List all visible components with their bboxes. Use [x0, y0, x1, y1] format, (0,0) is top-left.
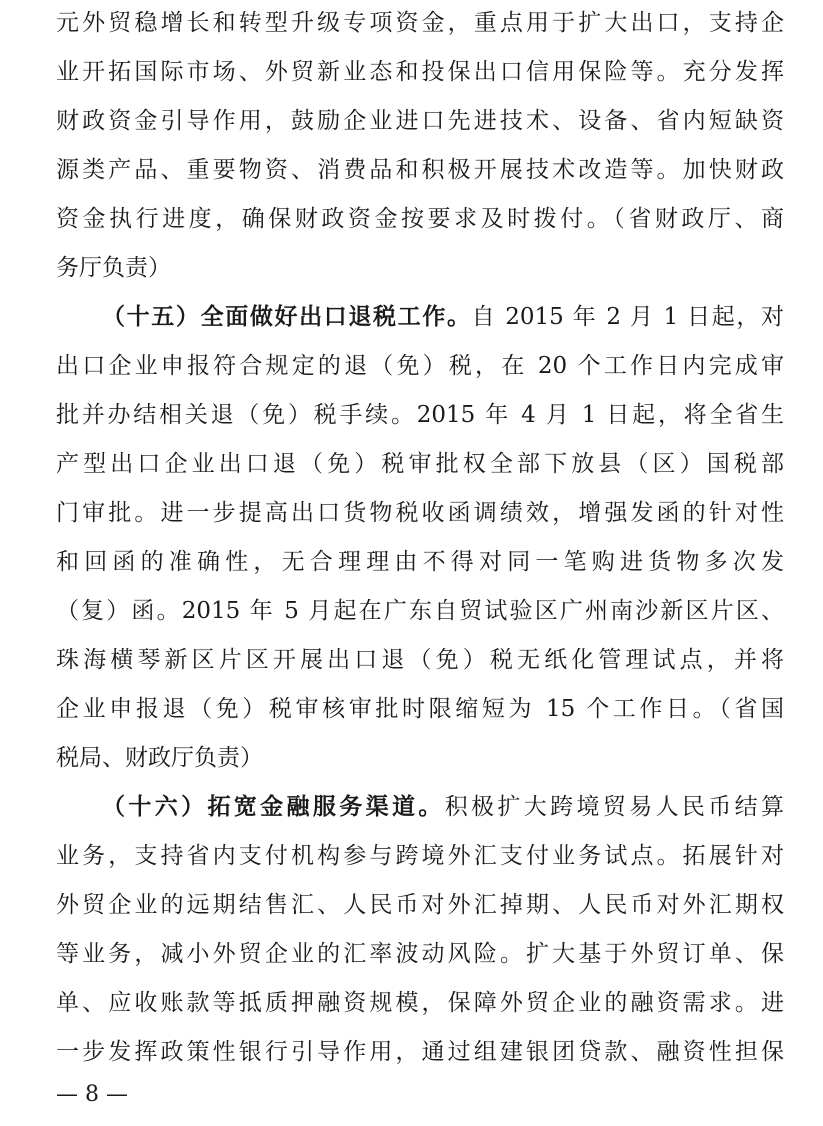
- text-line: 财政资金引导作用，鼓励企业进口先进技术、设备、省内短缺资: [56, 108, 784, 134]
- text-line: 业开拓国际市场、外贸新业态和投保出口信用保险等。充分发挥: [56, 59, 784, 85]
- text-run: 积极扩大跨境贸易人民币结算: [444, 794, 784, 820]
- text-line: 一步发挥政策性银行引导作用，通过组建银团贷款、融资性担保: [56, 1039, 784, 1065]
- section-heading: （十六）拓宽金融服务渠道。: [102, 793, 445, 820]
- text-run: 自 2015 年 2 月 1 日起，对: [471, 304, 784, 330]
- text-line: （复）函。2015 年 5 月起在广东自贸试验区广州南沙新区片区、: [56, 598, 784, 624]
- section-16-first-line: [102, 792, 784, 822]
- text-line: 务厅负责）: [56, 255, 171, 281]
- text-line: 批并办结相关退（免）税手续。2015 年 4 月 1 日起，将全省生: [56, 402, 784, 428]
- text-line: 源类产品、重要物资、消费品和积极开展技术改造等。加快财政: [56, 157, 784, 183]
- section-15-first-line: [102, 302, 784, 332]
- text-line: 和回函的准确性，无合理理由不得对同一笔购进货物多次发: [56, 549, 784, 575]
- page-number: — 8 —: [56, 1082, 128, 1107]
- text-line: 门审批。进一步提高出口货物税收函调绩效，增强发函的针对性: [56, 500, 784, 526]
- text-line: 等业务，减小外贸企业的汇率波动风险。扩大基于外贸订单、保: [56, 941, 784, 967]
- text-line: 外贸企业的远期结售汇、人民币对外汇掉期、人民币对外汇期权: [56, 892, 784, 918]
- text-line: 税局、财政厅负责）: [56, 745, 263, 771]
- section-heading: （十五）全面做好出口退税工作。: [102, 303, 472, 330]
- text-line: 珠海横琴新区片区开展出口退（免）税无纸化管理试点，并将: [56, 647, 784, 673]
- text-line: 业务，支持省内支付机构参与跨境外汇支付业务试点。拓展针对: [56, 843, 784, 869]
- text-line: 单、应收账款等抵质押融资规模，保障外贸企业的融资需求。进: [56, 990, 784, 1016]
- text-line: 产型出口企业出口退（免）税审批权全部下放县（区）国税部: [56, 451, 784, 477]
- text-line: 资金执行进度，确保财政资金按要求及时拨付。（省财政厅、商: [56, 206, 784, 232]
- text-line: 出口企业申报符合规定的退（免）税，在 20 个工作日内完成审: [56, 353, 784, 379]
- text-line: 企业申报退（免）税审核审批时限缩短为 15 个工作日。（省国: [56, 696, 784, 722]
- text-line: 元外贸稳增长和转型升级专项资金，重点用于扩大出口，支持企: [56, 10, 784, 36]
